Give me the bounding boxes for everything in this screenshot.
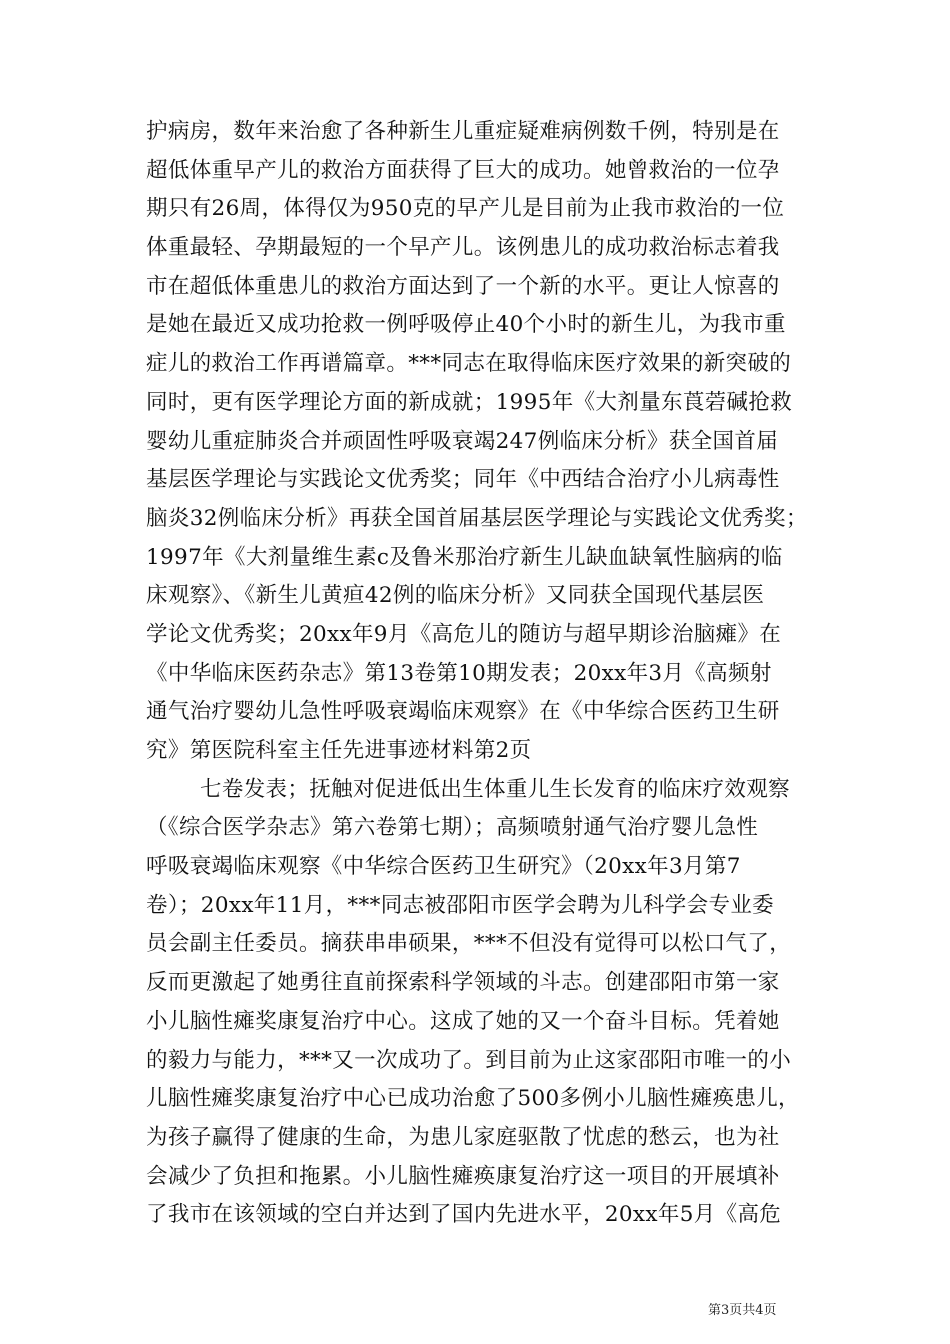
text-line: 护病房，数年来治愈了各种新生儿重症疑难病例数千例，特别是在: [146, 119, 780, 144]
text-line: 小儿脑性瘫奖康复治疗中心。这成了她的又一个奋斗目标。凭着她: [146, 1008, 780, 1034]
text-line: 1997年《大剂量维生素c及鲁米那治疗新生儿缺血缺氧性脑病的临: [146, 544, 783, 570]
text-line: 婴幼儿重症肺炎合并顽固性呼吸衰竭247例临床分析》获全国首届: [146, 428, 779, 454]
body-text: [146, 113, 826, 1235]
text-line: 症儿的救治工作再谱篇章。***同志在取得临床医疗效果的新突破的: [146, 351, 792, 377]
text-line: 的毅力与能力，***又一次成功了。到目前为止这家邵阳市唯一的小: [146, 1047, 792, 1073]
page-number-footer: 第3页共4页: [708, 1303, 777, 1318]
text-line: 脑炎32例临床分析》再获全国首届基层医学理论与实践论文优秀奖；: [146, 505, 808, 531]
text-line: 床观察》、《新生儿黄疸42例的临床分析》又同获全国现代基层医: [146, 583, 765, 609]
text-line: 了我市在该领域的空白并达到了国内先进水平，20xx年5月《高危: [146, 1202, 782, 1228]
text-line: 员会副主任委员。摘获串串硕果，***不但没有觉得可以松口气了，: [146, 931, 792, 957]
text-line: 同时，更有医学理论方面的新成就；1995年《大剂量东莨菪碱抢救: [146, 389, 793, 415]
text-line-paragraph-start: 七卷发表；抚触对促进低出生体重儿生长发育的临床疗效观察: [200, 776, 790, 802]
text-line: 基层医学理论与实践论文优秀奖；同年《中西结合治疗小儿病毒性: [146, 467, 780, 493]
text-line: 市在超低体重患儿的救治方面达到了一个新的水平。更让人惊喜的: [146, 273, 780, 299]
text-line: 卷）；20xx年11月，***同志被邵阳市医学会聘为儿科学会专业委: [146, 892, 775, 918]
text-line: 期只有26周，体得仅为950克的早产儿是目前为止我市救治的一位: [146, 196, 785, 222]
text-line: 儿脑性瘫奖康复治疗中心已成功治愈了500多例小儿脑性瘫痪患儿，: [146, 1086, 800, 1112]
text-line: 体重最轻、孕期最短的一个早产儿。该例患儿的成功救治标志着我: [146, 235, 780, 261]
text-line: 反而更激起了她勇往直前探索科学领域的斗志。创建邵阳市第一家: [146, 970, 780, 996]
text-line: 呼吸衰竭临床观察《中华综合医药卫生研究》（20xx年3月第7: [146, 854, 741, 880]
text-line: 究》第医院科室主任先进事迹材料第2页: [146, 738, 532, 763]
text-line: 为孩子赢得了健康的生命，为患儿家庭驱散了忧虑的愁云，也为社: [146, 1124, 780, 1150]
text-line: 通气治疗婴幼儿急性呼吸衰竭临床观察》在《中华综合医药卫生研: [146, 699, 780, 725]
text-line: 会减少了负担和拖累。小儿脑性瘫痪康复治疗这一项目的开展填补: [146, 1163, 780, 1189]
text-line: 学论文优秀奖；20xx年9月《高危儿的随访与超早期诊治脑瘫》在: [146, 621, 782, 647]
text-line: 超低体重早产儿的救治方面获得了巨大的成功。她曾救治的一位孕: [146, 157, 780, 183]
text-line: （《综合医学杂志》第六卷第七期）；高频喷射通气治疗婴儿急性: [146, 815, 759, 841]
text-line: 是她在最近又成功抢救一例呼吸停止40个小时的新生儿，为我市重: [146, 312, 786, 338]
text-line: 《中华临床医药杂志》第13卷第10期发表；20xx年3月《高频射: [146, 660, 772, 686]
